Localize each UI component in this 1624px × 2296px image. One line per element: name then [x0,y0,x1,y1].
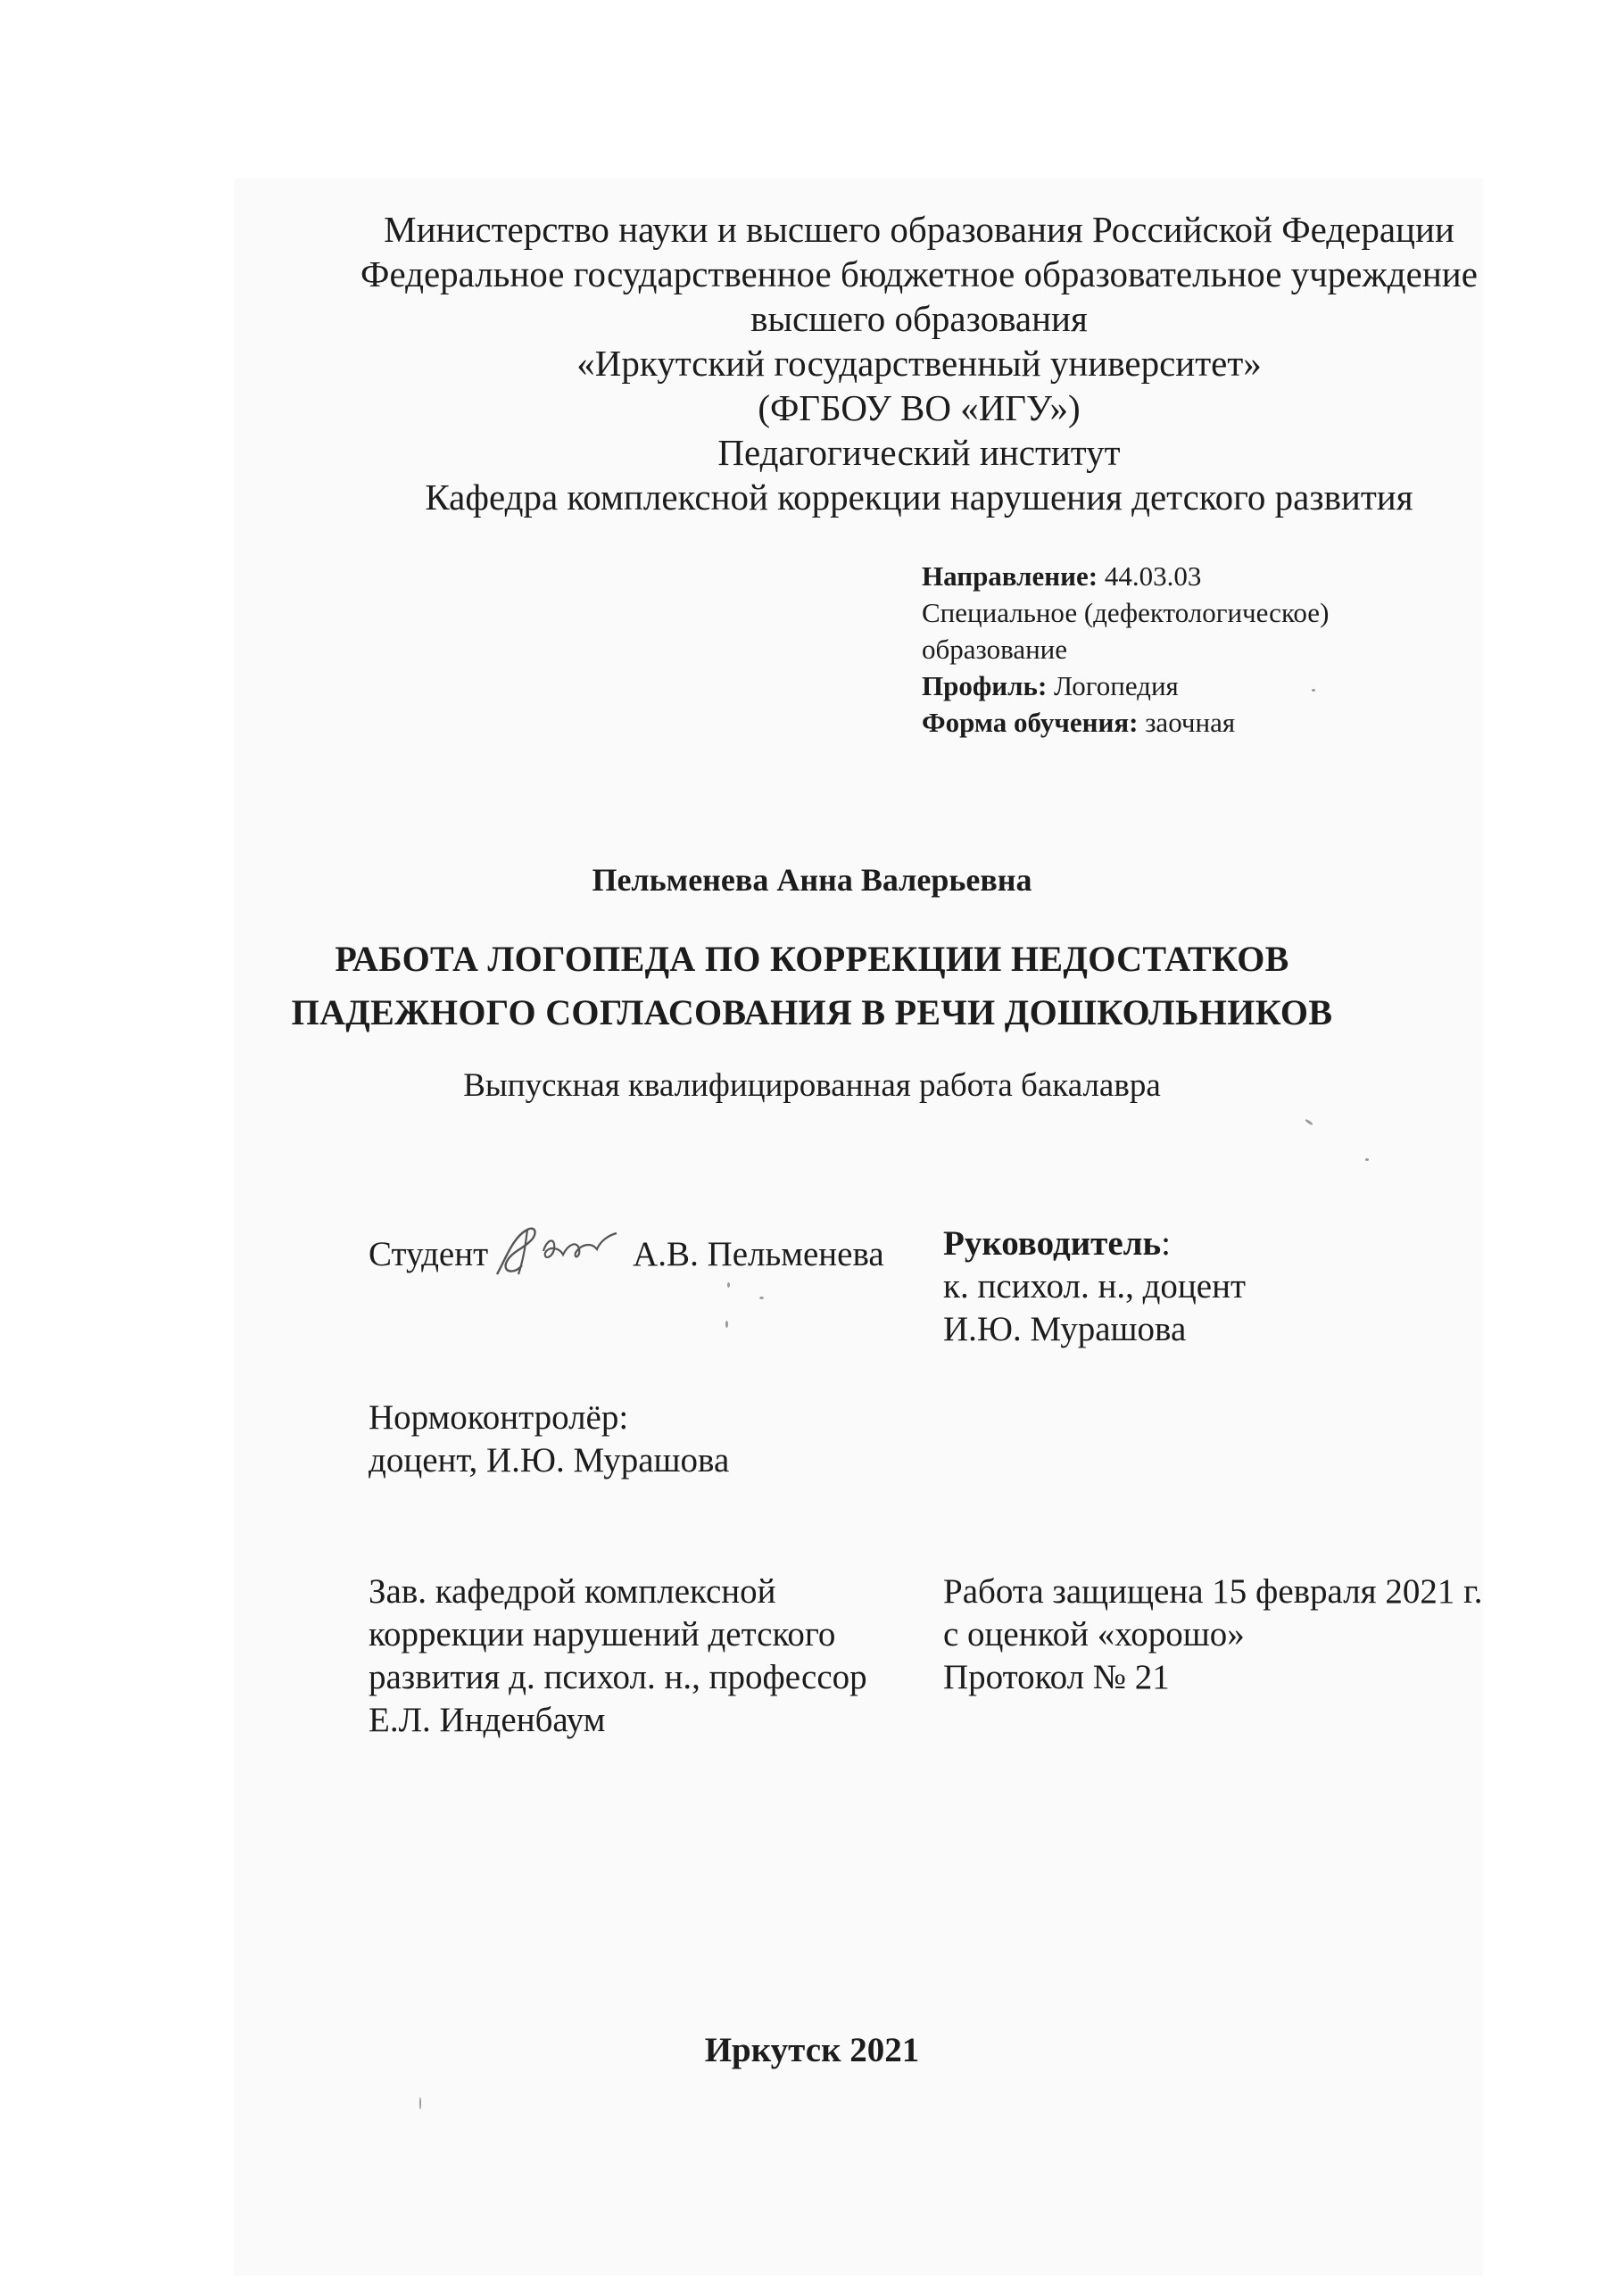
thesis-title [0,932,1624,1040]
scan-speck [727,1282,730,1288]
supervisor-degree: к. психол. н., доцент [943,1267,1247,1305]
department-line: Кафедра комплексной коррекции нарушения детского развития [425,477,1413,518]
defense-date: Работа защищена 15 февраля 2021 г. [943,1572,1483,1611]
direction-name-line-2: образование [922,634,1068,665]
profile-row [922,667,1329,704]
scan-speck [759,1297,764,1299]
student-signature [492,1223,626,1292]
program-info [922,558,1329,741]
supervisor-colon: : [1161,1224,1171,1263]
normcontroller-block [369,1397,729,1482]
head-of-department-block [369,1571,867,1742]
institution-header [339,207,1499,519]
supervisor-name: И.Ю. Мурашова [943,1310,1187,1348]
profile-label: Профиль: [922,670,1048,701]
student-name: А.В. Пельменева [633,1234,884,1273]
normcontroller-value: доцент, И.Ю. Мурашова [369,1441,730,1480]
thesis-title-line-1: РАБОТА ЛОГОПЕДА ПО КОРРЕКЦИИ НЕДОСТАТКОВ [335,939,1289,979]
study-form-value: заочная [1145,707,1236,738]
scan-speck [725,1321,728,1328]
head-of-department-line-2: коррекции нарушений детского [369,1615,836,1654]
author-name: Пельменева Анна Валерьевна [592,862,1032,898]
defense-protocol: Протокол № 21 [943,1658,1170,1696]
scan-speck [419,2097,421,2110]
supervisor-block [943,1223,1246,1351]
ministry-line: Министерство науки и высшего образования Российской Федерации [384,209,1454,250]
direction-row [922,558,1329,594]
direction-label: Направление: [922,560,1098,592]
direction-name-line-1: Специальное (дефектологическое) [922,597,1330,628]
profile-value: Логопедия [1054,670,1179,701]
head-of-department-line-1: Зав. кафедрой комплексной [369,1572,776,1611]
study-form-label: Форма обучения: [922,707,1139,738]
supervisor-label: Руководитель [943,1224,1162,1263]
scan-speck [1365,1158,1369,1161]
normcontroller-label: Нормоконтролёр: [369,1398,629,1437]
head-of-department-line-4: Е.Л. Инденбаум [369,1701,606,1739]
institute-line: Педагогический институт [717,432,1121,473]
direction-code: 44.03.03 [1104,560,1202,592]
education-level-line: высшего образования [750,298,1088,339]
thesis-title-line-2: ПАДЕЖНОГО СОГЛАСОВАНИЯ В РЕЧИ ДОШКОЛЬНИКОВ [291,992,1333,1032]
university-abbr-line: (ФГБОУ ВО «ИГУ») [758,387,1081,428]
work-type: Выпускная квалифицированная работа бакалавра [463,1067,1161,1104]
institution-type-line: Федеральное государственное бюджетное образовательное учреждение [360,253,1478,294]
scan-speck [1312,689,1315,692]
city-year: Иркутск 2021 [704,2031,920,2069]
supervisor-heading [943,1223,1246,1265]
defense-grade: с оценкой «хорошо» [943,1615,1245,1654]
university-name-line: «Иркутский государственный университет» [576,343,1262,384]
study-form-row [922,704,1329,741]
head-of-department-line-3: развития д. психол. н., профессор [369,1658,867,1696]
student-label: Студент [369,1234,489,1273]
student-block [369,1223,884,1292]
defense-block [943,1571,1482,1699]
student-row [369,1223,884,1292]
